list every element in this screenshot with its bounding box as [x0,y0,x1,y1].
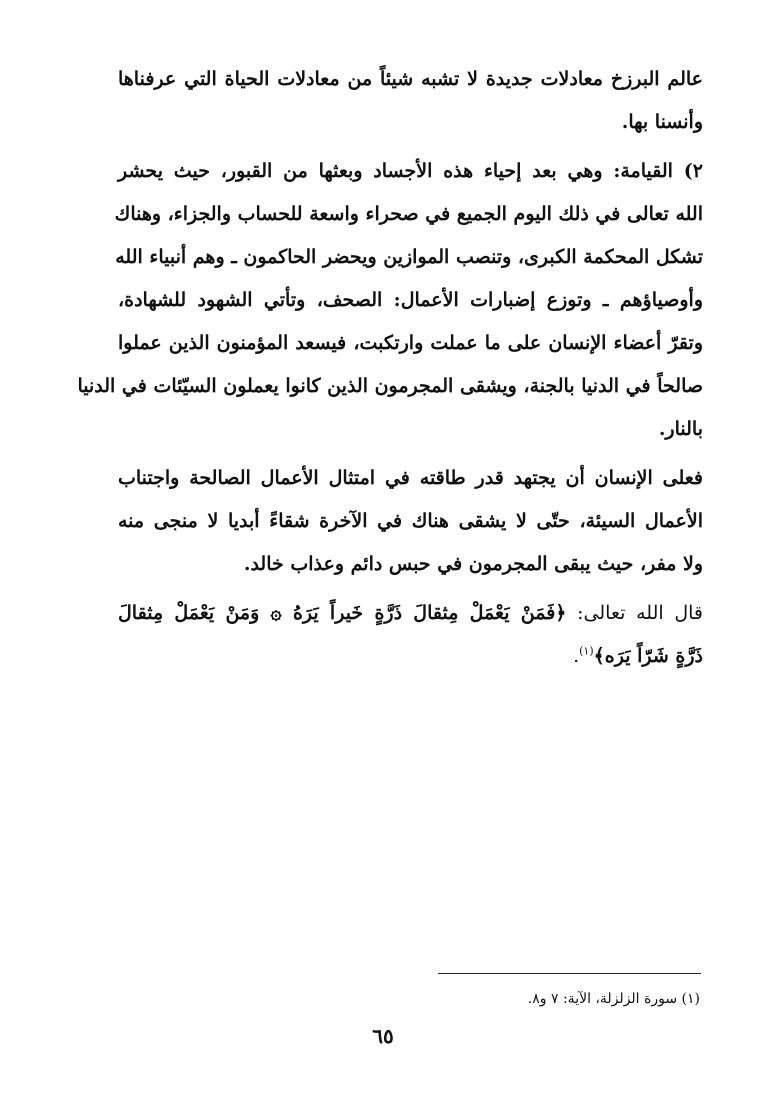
item-number: ٢) [683,160,703,182]
page-body [77,58,704,684]
text-line: فعلى الإنسان أن يجتهد قدر طاقته في امتثال الأعمال الصالحة واجتناب [118,467,703,489]
text-line: وتقرّ أعضاء الإنسان على ما عملت وارتكبت، فيسعد المؤمنون الذين عملوا [118,332,703,354]
footnote-marker: (١) [579,644,594,658]
text-line [118,592,703,635]
quran-intro: قال الله تعالى: [577,602,704,624]
advice-paragraph [118,457,703,586]
text-line: بالنار. [658,418,703,440]
text-line: ولا مفر، حيث يبقى المجرمون في حبس دائم وعذاب خالد. [243,553,703,575]
text-line: تشكل المحكمة الكبرى، وتنصب الموازين ويحضر الحاكمون ـ وهم أنبياء الله [115,246,703,268]
intro-paragraph [118,58,703,144]
quran-verse: ذَرَّةٍ شَرّاً يَرَه﴾ [593,645,703,667]
quran-paragraph [118,592,703,678]
text-line [118,150,703,193]
footnote: (١) سورة الزلزلة، الآية: ٧ و٨. [527,991,700,1007]
text-line: وأنسنا بها. [621,111,703,133]
sentence-end: . [573,645,580,667]
text-line: عالم البرزخ معادلات جديدة لا تشبه شيئاً من معادلات الحياة التي عرفناها [118,68,703,90]
text-line [118,635,703,678]
qiyama-paragraph [77,150,703,451]
text-line: صالحاً في الدنيا بالجنة، ويشقى المجرمون الذين كانوا يعملون السيّئات في الدنيا [77,375,703,397]
quran-verse: ﴿فَمَنْ يَعْمَلْ مِثقالَ ذَرَّةٍ خَيراً يَرَهُ ۞ وَمَنْ يَعْمَلْ مِثقالَ [118,602,567,624]
text-line: الأعمال السيئة، حتّى لا يشقى هناك في الآخرة شقاءً أبديا لا منجى منه [118,510,703,532]
text-line: الله تعالى في ذلك اليوم الجميع في صحراء واسعة للحساب والجزاء، وهناك [114,203,703,225]
text-segment: القيامة: وهي بعد إحياء هذه الأجساد وبعثها من القبور، حيث يحشر [118,160,673,182]
footnote-divider [438,973,701,974]
page-number: ٦٥ [372,1024,394,1048]
text-line: وأوصياؤهم ـ وتوزع إضبارات الأعمال: الصحف، وتأتي الشهود للشهادة، [118,289,703,311]
